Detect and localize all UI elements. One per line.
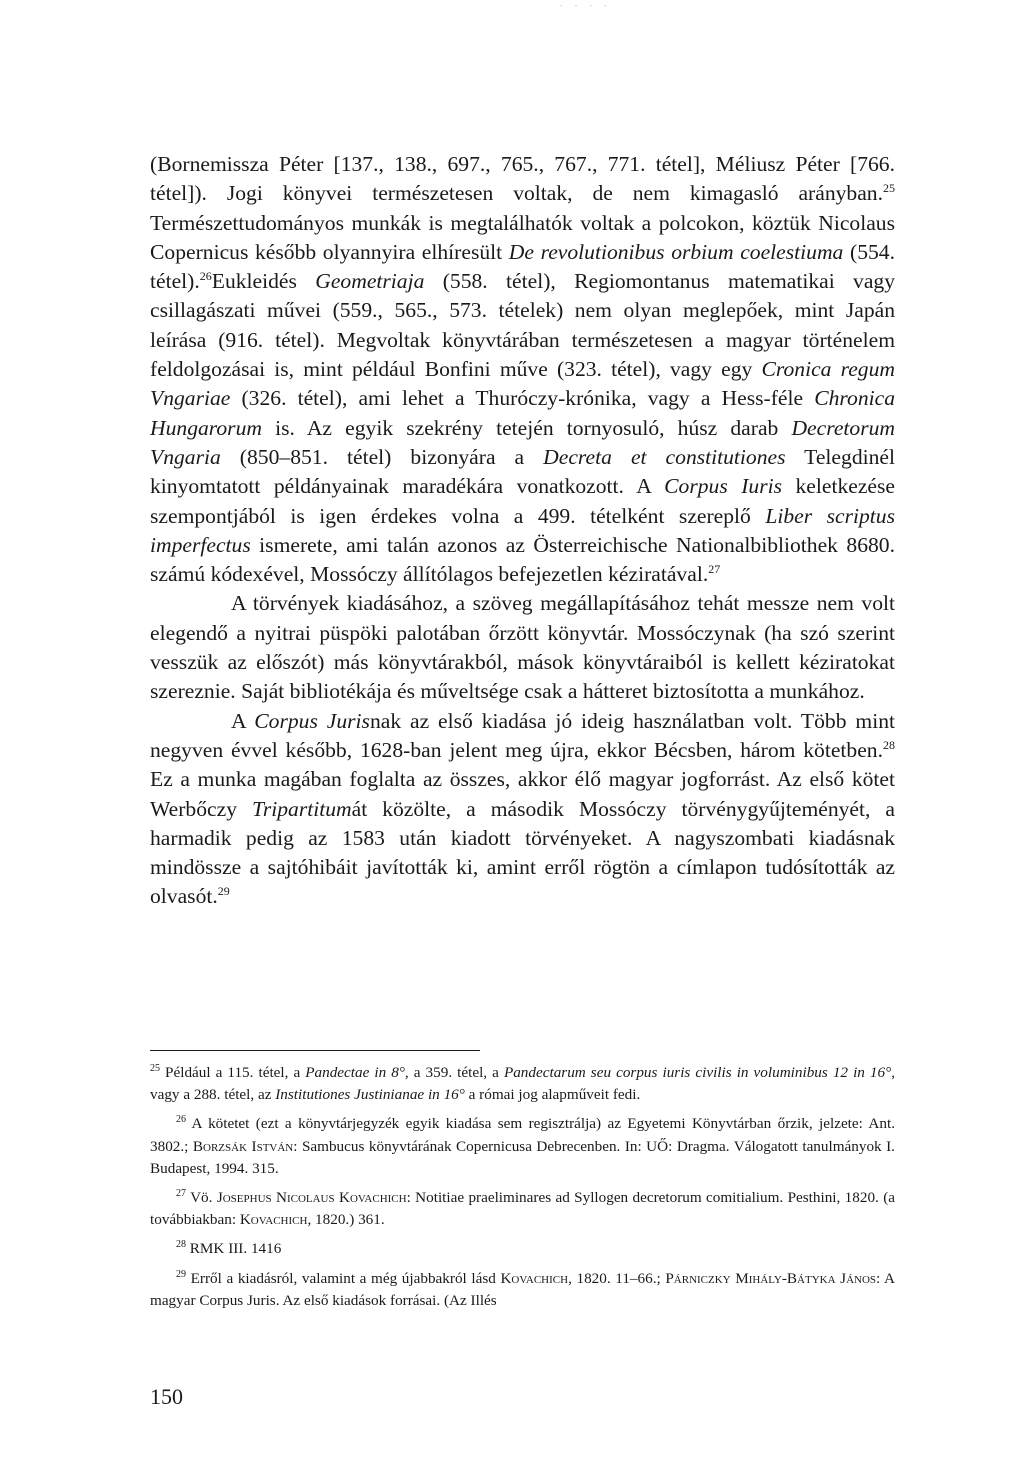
author-name: Josephus Nicolaus Kovachich: [216, 1189, 407, 1207]
page-number: 150: [150, 1384, 183, 1409]
footnote-ref-25[interactable]: 25: [883, 181, 895, 196]
footnote-28: $^{28}$ RMK III. 1416: [176, 1239, 282, 1258]
book-title-geometria: Geometriaja: [315, 269, 425, 294]
book-title-corpus-juris: Corpus Juris: [254, 708, 370, 733]
footnote-26: $^{26}$ A kötetet (ezt a könyvtárjegyzék egyik kiadása sem regisztrálja) az Egyetemi Könyvtárban őrzik, jelzete: Ant. 3802.; Borzsák István: Sambucus könyvtárának Copernicusa Debrecenben. In: UŐ: Dragma. Válogatott tanulmányok I. Budapest, 1994. 315.: [150, 1114, 895, 1177]
footnote-ref-28[interactable]: 28: [883, 737, 895, 752]
book-title-liber-scriptus: Liber scriptus imperfectus: [150, 503, 895, 557]
book-title-decretorum: Decretorum Vngaria: [150, 415, 895, 469]
footnote-25: $^{25}$ Például a 115. tétel, a Pandectae in 8°, a 359. tétel, a Pandectarum seu corpus iuris civilis in voluminibus 12 in 16°, vagy a 288. tétel, az Institutiones Justinianae in 16° a római jog alapműveit fedi.: [150, 1062, 895, 1104]
author-name: Párniczky Mihály-Bátyka János: [665, 1269, 877, 1287]
footnote-number: 27: [176, 1187, 186, 1199]
footnote-number: 26: [176, 1114, 186, 1126]
footnote-ref-27[interactable]: 27: [708, 561, 721, 576]
footnote-ref-26[interactable]: 26: [199, 269, 212, 283]
main-text: [150, 150, 895, 912]
footnote-number: 28: [176, 1239, 186, 1251]
author-name: Kovachich: [500, 1269, 569, 1287]
paragraph-2: A törvények kiadásához, a szöveg megállapításához tehát messze nem volt elegendő a nyitrai püspöki palotában őrzött könyvtár. Mossóczynak (ha szó szerint vesszük az előszót) más könyvtárakból, mások könyvtáraiból is kellett kéziratokat szereznie. Saját bibliotékája és műveltsége csak a hátteret biztosította a munkához.: [150, 591, 895, 704]
book-title-cronica-regum: Cronica regum Vngariae: [150, 357, 895, 411]
author-name: Borzsák István: [192, 1137, 294, 1155]
paragraph-1: (Bornemissza Péter [137., 138., 697., 765., 767., 771. tétel], Méliusz Péter [766. tétel]). Jogi könyvei természetesen voltak, de nem kimagasló arányban.$^{25}$ Természettudományos munkák is megtalálhatók voltak a polcokon, köztük Nicolaus Copernicus később olyannyira elhíresült De revolutionibus orbium coelestiuma (554. tétel).$^{26}$Eukleidés Geometriaja (558. tétel), Regiomontanus matematikai vagy csillagászati művei (559., 565., 573. tételek) nem olyan meglepőek, mint Japán leírása (916. tétel). Megvoltak könyvtárában természetesen a magyar történelem feldolgozásai is, mint például Bonfini műve (323. tétel), vagy egy Cronica regum Vngariae (326. tétel), ami lehet a Thuróczy-krónika, vagy a Hess-féle Chronica Hungarorum is. Az egyik szekrény tetején tornyosuló, húsz darab Decretorum Vngaria (850–851. tétel) bizonyára a Decreta et constitutiones Telegdinél kinyomtatott példányainak maradékára vonatkozott. A Corpus Iuris keletkezése szempontjából is igen érdekes volna a 499. tételként szereplő Liber scriptus imperfectus ismerete, ami talán azonos az Österreichische Nationalbibliothek 8680. számú kódexével, Mossóczy állítólagos befejezetlen kéziratával.$^{27}$: [150, 152, 895, 587]
footnote-ref-29[interactable]: 29: [217, 884, 230, 899]
footnote-29: $^{29}$ Erről a kiadásról, valamint a még újabbakról lásd Kovachich, 1820. 11–66.; Párniczky Mihály-Bátyka János: A magyar Corpus Juris. Az első kiadások forrásai. (Az Illés: [150, 1268, 896, 1309]
book-title-chronica-hungarorum: Chronica Hungarorum: [150, 386, 895, 440]
footnote-number: 25: [150, 1062, 160, 1074]
scan-artifact-mark: - - - -: [560, 1, 612, 10]
footnote-27: $^{27}$ Vö. Josephus Nicolaus Kovachich: Notitiae praeliminares ad Syllogen decretorum comitialium. Pesthini, 1820. (a továbbiakban: Kovachich, 1820.) 361.: [150, 1187, 895, 1229]
book-title-decreta: Decreta et constitutiones: [543, 444, 786, 469]
footnote-number: 29: [176, 1268, 186, 1280]
footnote-separator: [150, 1050, 480, 1051]
book-title-de-revolutionibus: De revolutionibus orbium coelestiuma: [508, 239, 844, 264]
footnotes: [150, 1062, 895, 1319]
book-title-tripartitum: Tripartitum: [252, 796, 352, 821]
paragraph-3: A Corpus Jurisnak az első kiadása jó ideig használatban volt. Több mint negyven évvel később, 1628-ban jelent meg újra, ekkor Bécsben, három kötetben.$^{28}$ Ez a munka magában foglalta az összes, akkor élő magyar jogforrást. Az első kötet Werbőczy Tripartitumát közölte, a második Mossóczy törvénygyűjteményét, a harmadik pedig az 1583 után kiadott törvényeket. A nagyszombati kiadásnak mindössze a sajtóhibáit javították ki, amint erről rögtön a címlapon tudósították az olvasót.$^{29}$: [150, 708, 895, 909]
author-name: Kovachich: [239, 1211, 308, 1229]
book-title-corpus-iuris: Corpus Iuris: [664, 474, 782, 499]
